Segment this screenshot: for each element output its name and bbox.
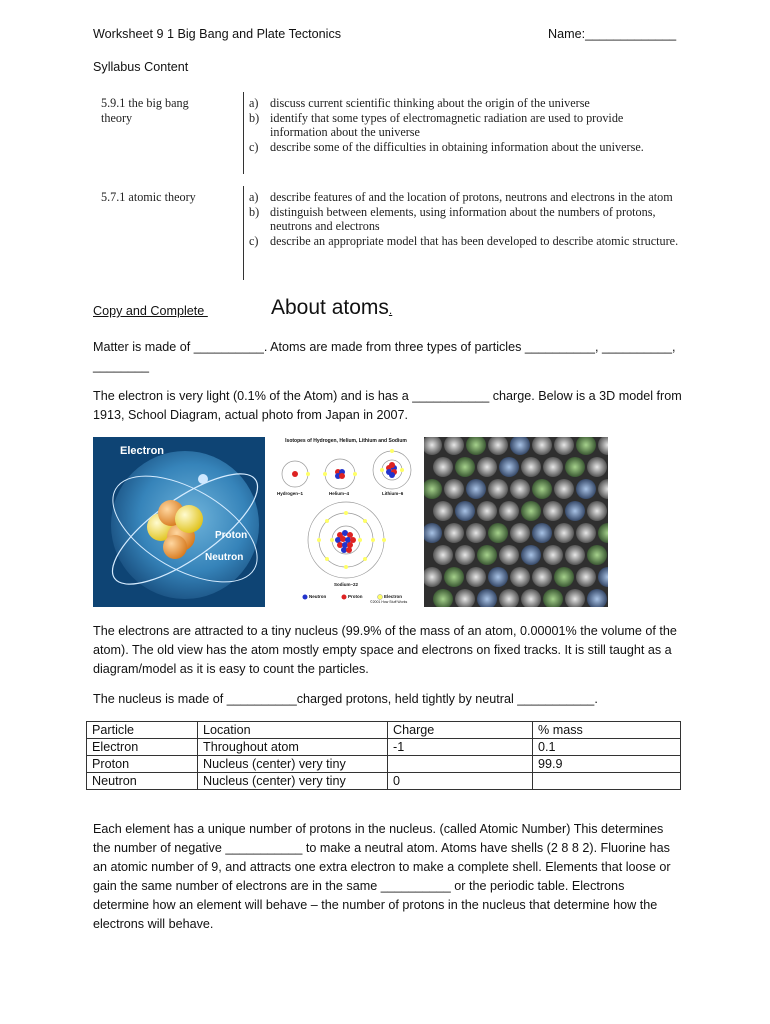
atom-blob	[554, 479, 574, 499]
table-cell: Proton	[87, 756, 198, 773]
table-cell: Neutron	[87, 773, 198, 790]
atom-blob	[576, 523, 596, 543]
atom-blob	[477, 457, 497, 477]
syllabus-item	[249, 234, 679, 249]
label-electron: Electron	[120, 445, 165, 457]
legend-proton: Proton	[348, 594, 363, 599]
atom-blob	[433, 501, 453, 521]
atom-blob	[587, 545, 607, 565]
atom-blob	[532, 479, 552, 499]
atom-blob	[433, 545, 453, 565]
table-header-row	[87, 722, 681, 739]
table-header-cell: Particle	[87, 722, 198, 739]
atomic-photo-image	[424, 437, 608, 607]
table-header-cell: % mass	[533, 722, 681, 739]
label-hydrogen: Hydrogen–1	[277, 491, 304, 496]
atom-blob	[554, 567, 574, 587]
electron-paragraph: The electron is very light (0.1% of the Atom) and is has a ___________ charge. Below is a 3D model from 1913, School Diagram, actual photo from Japan in 2007.	[93, 389, 682, 422]
label-lithium: Lithium–6	[382, 491, 404, 496]
syllabus-item	[249, 140, 679, 155]
atom-blob	[466, 479, 486, 499]
particle-table	[86, 721, 681, 790]
atom-blob	[488, 567, 508, 587]
table-row	[87, 739, 681, 756]
atom-3d-model-image	[93, 437, 265, 607]
atom-blob	[587, 457, 607, 477]
table-cell: Throughout atom	[198, 739, 388, 756]
syllabus-items-big-bang	[249, 96, 679, 154]
table-cell: 0.1	[533, 739, 681, 756]
atom-blob	[521, 501, 541, 521]
atom-blob	[543, 545, 563, 565]
item-label: a)	[249, 96, 259, 110]
syllabus-code-big-bang: 5.9.1 the big bang theory	[101, 96, 189, 125]
table-cell: Nucleus (center) very tiny	[198, 773, 388, 790]
atom-blob	[543, 457, 563, 477]
matter-paragraph: Matter is made of __________. Atoms are made from three types of particles __________, __________, ________	[93, 340, 676, 373]
syllabus-code-atomic: 5.7.1 atomic theory	[101, 190, 196, 204]
item-label: a)	[249, 190, 259, 204]
table-cell: 99.9	[533, 756, 681, 773]
table-cell: Electron	[87, 739, 198, 756]
atom-blob	[532, 567, 552, 587]
syllabus-item	[249, 205, 679, 234]
table-cell: 0	[388, 773, 533, 790]
table-cell	[533, 773, 681, 790]
syllabus-items-atomic	[249, 190, 679, 248]
table-row	[87, 773, 681, 790]
atom-blob	[477, 501, 497, 521]
item-text: distinguish between elements, using information about the numbers of protons, neutrons and electrons	[270, 204, 656, 234]
atom-blob	[587, 501, 607, 521]
isotopes-diagram	[272, 437, 417, 607]
atom-blob	[565, 545, 585, 565]
atom-blob	[499, 457, 519, 477]
syllabus-item	[249, 96, 679, 111]
atom-blob	[499, 501, 519, 521]
diagram-title: Isotopes of Hydrogen, Helium, Lithium and Sodium	[285, 438, 407, 444]
atom-blob	[510, 479, 530, 499]
item-text: identify that some types of electromagnetic radiation are used to provide information about the universe	[270, 110, 624, 140]
table-header-cell: Charge	[388, 722, 533, 739]
item-text: describe some of the difficulties in obtaining information about the universe.	[270, 139, 644, 154]
atom-blob	[521, 457, 541, 477]
syllabus-divider	[243, 186, 244, 280]
name-field-label: Name:_____________	[548, 27, 677, 41]
atom-blob	[488, 523, 508, 543]
table-cell: -1	[388, 739, 533, 756]
atom-blob	[499, 545, 519, 565]
section-title-text: About atoms	[271, 296, 389, 319]
atom-blob	[455, 457, 475, 477]
syllabus-item	[249, 111, 679, 140]
section-title-dot: .	[388, 303, 393, 317]
atom-blob	[510, 523, 530, 543]
legend-electron: Electron	[384, 594, 403, 599]
atom-blob	[576, 567, 596, 587]
legend-neutron: Neutron	[309, 594, 327, 599]
item-label: c)	[249, 139, 259, 154]
atom-blob	[532, 523, 552, 543]
atom-blob	[444, 567, 464, 587]
atom-blob	[455, 545, 475, 565]
table-cell: Nucleus (center) very tiny	[198, 756, 388, 773]
table-header-cell: Location	[198, 722, 388, 739]
atom-blob	[433, 457, 453, 477]
syllabus-divider	[243, 92, 244, 174]
item-text: describe features of and the location of protons, neutrons and electrons in the atom	[270, 190, 673, 204]
atom-blob	[576, 479, 596, 499]
atom-blob	[455, 501, 475, 521]
item-text: describe an appropriate model that has been developed to describe atomic structure.	[270, 233, 679, 248]
nucleus-paragraph: The nucleus is made of __________charged protons, held tightly by neutral ___________.	[93, 692, 598, 706]
attracted-paragraph: The electrons are attracted to a tiny nucleus (99.9% of the mass of an atom, 0.00001% the volume of the atom). The old view has the atom mostly empty space and electrons on fixed tracks. It is still taught as a diagram/model as it is easy to count the particles.	[93, 624, 677, 676]
item-text: discuss current scientific thinking about the origin of the universe	[270, 96, 590, 110]
atom-blob	[554, 523, 574, 543]
worksheet-title: Worksheet 9 1 Big Bang and Plate Tectonics	[93, 27, 342, 41]
label-proton: Proton	[215, 530, 248, 541]
item-label: b)	[249, 204, 260, 219]
diagram-credit: ©2001 How Stuff Works	[370, 600, 408, 604]
copy-and-complete-label: Copy and Complete	[93, 304, 208, 318]
atom-blob	[466, 567, 486, 587]
table-cell	[388, 756, 533, 773]
item-label: b)	[249, 110, 260, 125]
syllabus-heading: Syllabus Content	[93, 60, 189, 74]
label-neutron: Neutron	[205, 552, 244, 563]
label-helium: Helium–4	[329, 491, 350, 496]
atom-blob	[565, 457, 585, 477]
section-title	[271, 295, 392, 323]
label-sodium: Sodium–22	[334, 582, 359, 587]
element-paragraph: Each element has a unique number of protons in the nucleus. (called Atomic Number) This determines the number of negative ___________ to make a neutral atom. Atoms have shells (2 8 8 2). Fluorine has an atomic number of 9, and attracts one extra electron to make a complete shell. Elements that loose or gain the same number of electrons are in the same __________ or the periodic table. Electrons determine how an element will behave – the number of protons in the nucleus that determine how the electrons will behave.	[93, 822, 671, 931]
atom-blob	[477, 545, 497, 565]
item-label: c)	[249, 233, 259, 248]
atom-blob	[488, 479, 508, 499]
table-row	[87, 756, 681, 773]
atom-blob	[444, 479, 464, 499]
atom-blob	[444, 523, 464, 543]
atom-blob	[466, 523, 486, 543]
atom-blob	[543, 501, 563, 521]
atom-blob	[510, 567, 530, 587]
syllabus-item	[249, 190, 679, 205]
atom-blob	[565, 501, 585, 521]
atom-blob	[521, 545, 541, 565]
